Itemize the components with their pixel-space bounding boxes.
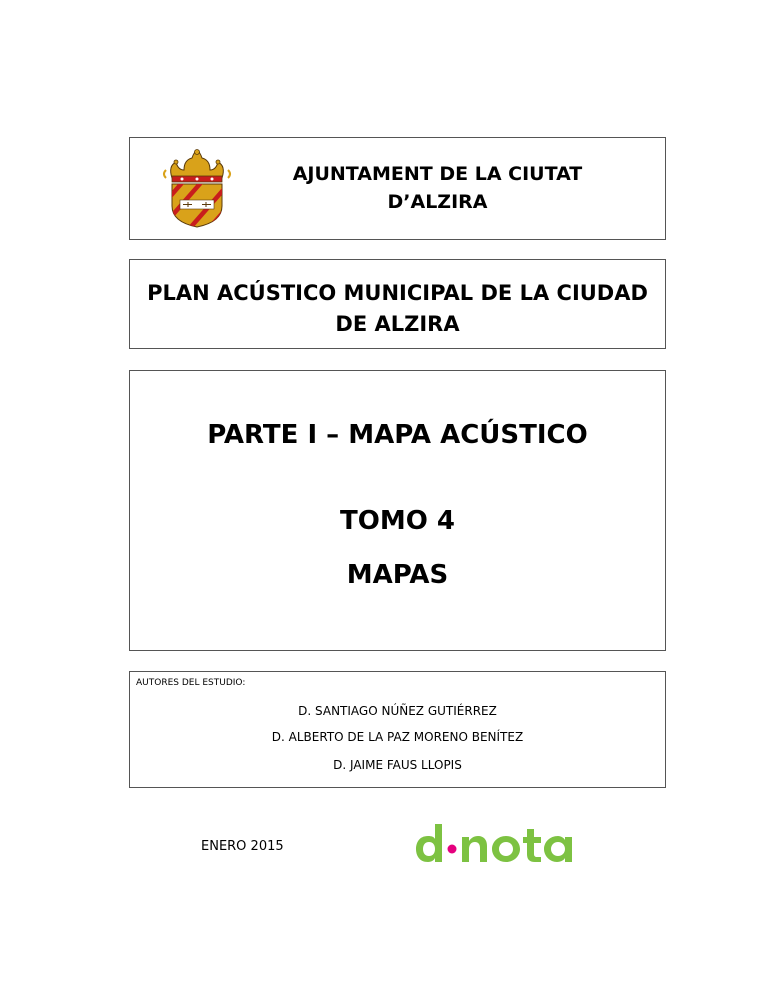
publication-date: ENERO 2015 [201, 839, 284, 854]
author-name: D. SANTIAGO NÚÑEZ GUTIÉRREZ [298, 704, 497, 718]
part-title: PARTE I – MAPA ACÚSTICO [207, 420, 588, 450]
header-box [129, 137, 666, 240]
coat-of-arms-icon [162, 148, 232, 228]
authors-label: AUTORES DEL ESTUDIO: [136, 678, 246, 688]
volume-subtitle: MAPAS [346, 560, 449, 590]
author-name: D. JAIME FAUS LLOPIS [333, 758, 462, 772]
part-box [129, 370, 666, 651]
dnota-logo [414, 824, 586, 868]
org-name: AJUNTAMENT DE LA CIUTAT D’ALZIRA [292, 163, 583, 213]
author-name: D. ALBERTO DE LA PAZ MORENO BENÍTEZ [271, 730, 524, 744]
plan-title: PLAN ACÚSTICO MUNICIPAL DE LA CIUDAD DE ALZIRA [147, 281, 648, 336]
plan-title-box [129, 259, 666, 349]
authors-box [129, 671, 666, 788]
volume-title: TOMO 4 [340, 506, 455, 536]
